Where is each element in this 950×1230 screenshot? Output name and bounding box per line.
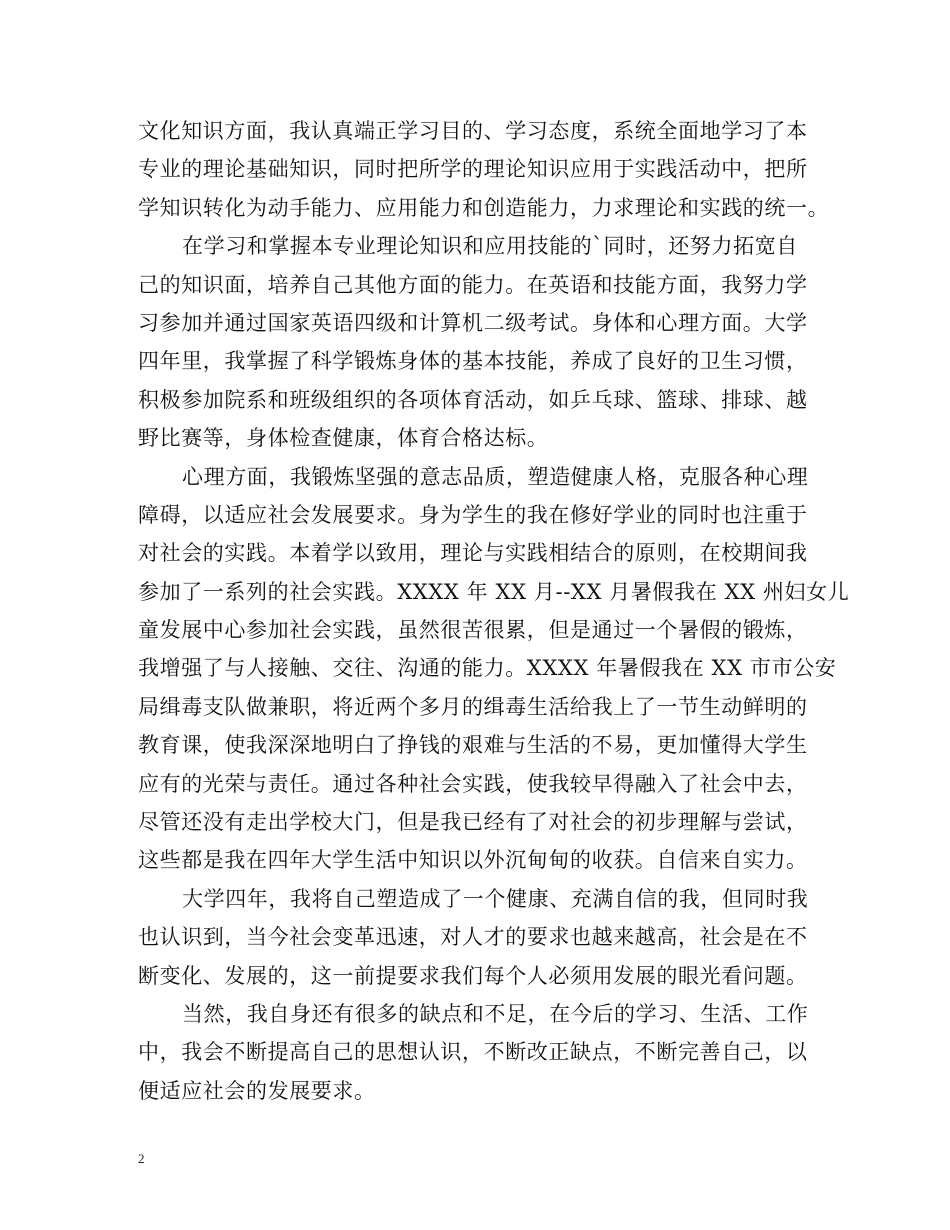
text-line: 中，我会不断提高自己的思想认识，不断改正缺点，不断完善自己，以 [138, 1040, 808, 1065]
paragraph [138, 227, 818, 457]
text-line: 对社会的实践。本着学以致用，理论与实践相结合的原则，在校期间我 [138, 541, 808, 566]
text-line: 教育课，使我深深地明白了挣钱的艰难与生活的不易，更加懂得大学生 [138, 733, 808, 758]
text-line: 积极参加院系和班级组织的各项体育活动，如乒乓球、篮球、排球、越 [138, 387, 808, 412]
text-line: 在学习和掌握本专业理论知识和应用技能的`同时，还努力拓宽自 [182, 234, 798, 259]
text-line: 也认识到，当今社会变革迅速，对人才的要求也越来越高，社会是在不 [138, 925, 808, 950]
text-line: 断变化、发展的，这一前提要求我们每个人必须用发展的眼光看问题。 [138, 963, 808, 988]
text-line: 习参加并通过国家英语四级和计算机二级考试。身体和心理方面。大学 [138, 310, 808, 335]
paragraph [138, 458, 850, 880]
text-line: 学知识转化为动手能力、应用能力和创造能力，力求理论和实践的统一。 [138, 195, 830, 220]
text-line: 专业的理论基础知识，同时把所学的理论知识应用于实践活动中，把所 [138, 157, 808, 182]
page-number: 2 [138, 1151, 145, 1166]
text-line: 局缉毒支队做兼职，将近两个多月的缉毒生活给我上了一节生动鲜明的 [138, 694, 808, 719]
text-line: 四年里，我掌握了科学锻炼身体的基本技能，养成了良好的卫生习惯， [138, 349, 808, 374]
text-line: 文化知识方面，我认真端正学习目的、学习态度，系统全面地学习了本 [138, 119, 808, 143]
text-line: 己的知识面，培养自己其他方面的能力。在英语和技能方面，我努力学 [138, 272, 808, 297]
text-line: 便适应社会的发展要求。 [138, 1078, 376, 1103]
paragraph [138, 995, 818, 1110]
text-line: 应有的光荣与责任。通过各种社会实践，使我较早得融入了社会中去， [138, 771, 808, 796]
text-line: 当然，我自身还有很多的缺点和不足，在今后的学习、生活、工作 [182, 1001, 809, 1026]
paragraph [138, 880, 818, 995]
text-line: 童发展中心参加社会实践，虽然很苦很累，但是通过一个暑假的锻炼， [138, 618, 808, 643]
text-line: 参加了一系列的社会实践。XXXX 年 XX 月--XX 月暑假我在 XX 州妇女儿 [138, 579, 850, 604]
text-line: 尽管还没有走出学校大门，但是我已经有了对社会的初步理解与尝试， [138, 810, 808, 835]
text-line: 障碍，以适应社会发展要求。身为学生的我在修好学业的同时也注重于 [138, 502, 808, 527]
document-body [138, 112, 850, 1110]
text-line: 野比赛等，身体检查健康，体育合格达标。 [138, 426, 549, 451]
text-line: 大学四年，我将自己塑造成了一个健康、充满自信的我，但同时我 [182, 886, 809, 911]
text-line: 这些都是我在四年大学生活中知识以外沉甸甸的收获。自信来自实力。 [138, 848, 808, 873]
text-line: 心理方面，我锻炼坚强的意志品质，塑造健康人格，克服各种心理 [182, 464, 809, 489]
text-line: 我增强了与人接触、交往、沟通的能力。XXXX 年暑假我在 XX 市市公安 [138, 656, 837, 681]
paragraph [138, 112, 830, 227]
